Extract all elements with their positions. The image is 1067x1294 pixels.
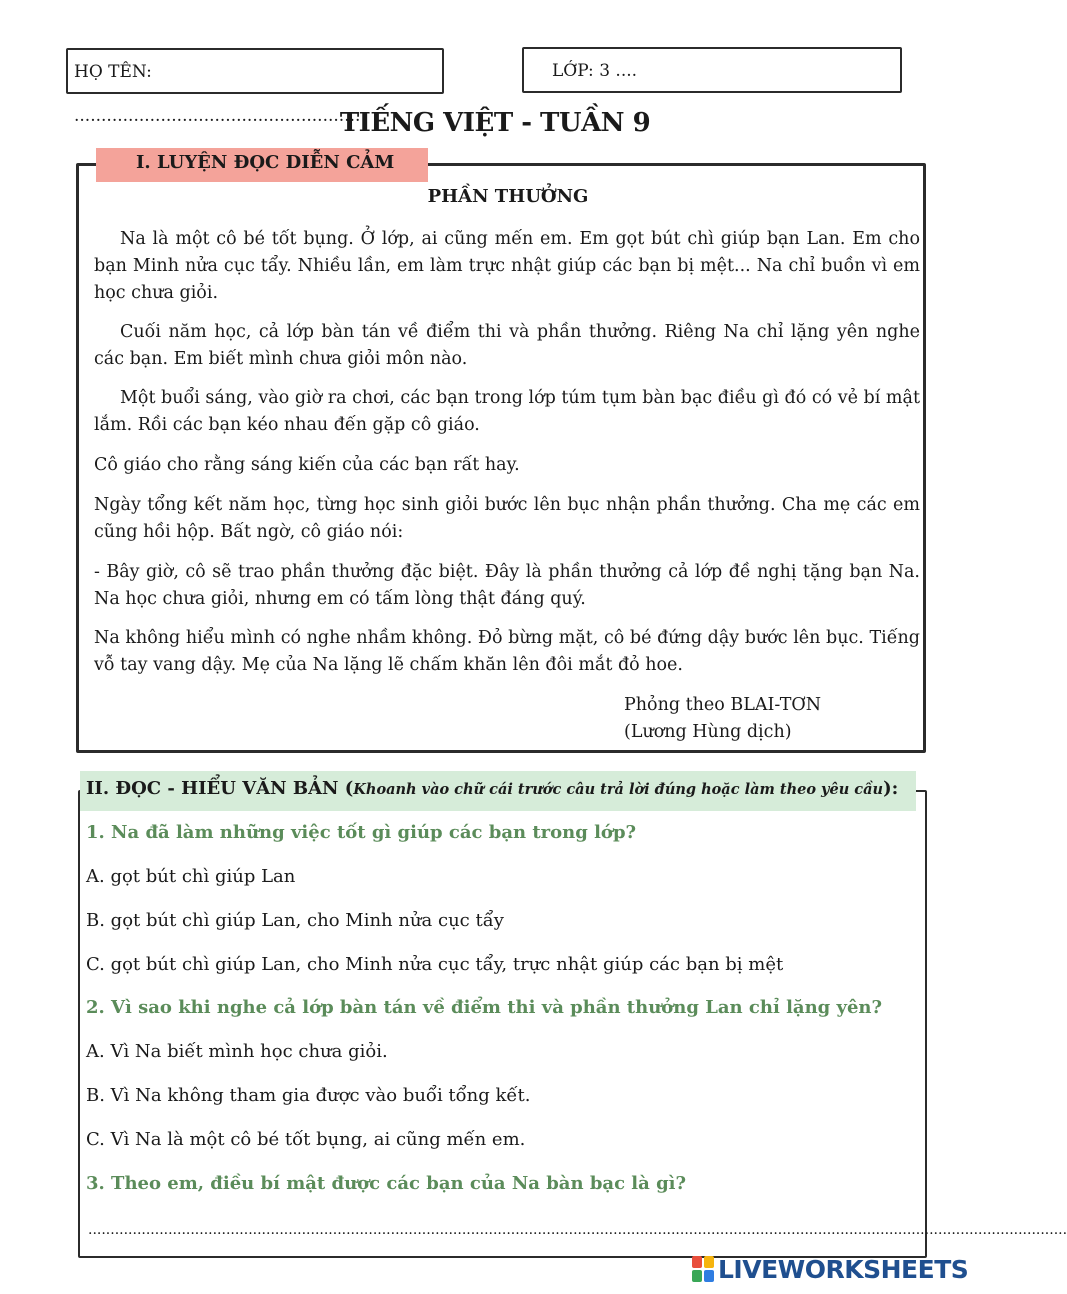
story-paragraph: Na không hiểu mình có nghe nhầm không. Đỏ bừng mặt, cô bé đứng dậy bước lên bục. Tiếng vỗ tay vang dậy. Mẹ của Na lặng lẽ chấm khăn lên đôi mắt đỏ hoe. — [94, 628, 920, 675]
story-paragraph: Na là một cô bé tốt bụng. Ở lớp, ai cũng mến em. Em gọt bút chì giúp bạn Lan. Em cho bạn Minh nửa cục tẩy. Nhiều lần, em làm trực nhật giúp các bạn bị mệt... Na chỉ buồn vì em học chưa giỏi. — [94, 229, 920, 303]
story-paragraph: - Bây giờ, cô sẽ trao phần thưởng đặc biệt. Đây là phần thưởng cả lớp đề nghị tặng bạn Na. Na học chưa giỏi, nhưng em có tấm lòng thật đáng quý. — [94, 562, 920, 609]
section1-heading: I. LUYỆN ĐỌC DIỄN CẢM — [136, 152, 395, 173]
q3-answer-line[interactable]: ............................................................................................................................................................................................................................ — [88, 1222, 1067, 1238]
story-paragraph: Cuối năm học, cả lớp bàn tán về điểm thi và phần thưởng. Riêng Na chỉ lặng yên nghe các bạn. Em biết mình chưa giỏi môn nào. — [94, 322, 920, 369]
q2-option-b[interactable]: B. Vì Na không tham gia được vào buổi tổng kết. — [86, 1085, 531, 1106]
q2-option-a[interactable]: A. Vì Na biết mình học chưa giỏi. — [86, 1041, 388, 1062]
question-1: 1. Na đã làm những việc tốt gì giúp các bạn trong lớp? — [86, 822, 637, 843]
class-field[interactable]: LỚP: 3 .... — [522, 47, 902, 93]
q2-option-c[interactable]: C. Vì Na là một cô bé tốt bụng, ai cũng mến em. — [86, 1129, 526, 1150]
student-name-field[interactable]: HỌ TÊN: ..................................................... — [66, 48, 444, 94]
question-2: 2. Vì sao khi nghe cả lớp bàn tán về điểm thi và phần thưởng Lan chỉ lặng yên? — [86, 997, 883, 1018]
section2-heading: II. ĐỌC - HIỂU VĂN BẢN (Khoanh vào chữ cái trước câu trả lời đúng hoặc làm theo yêu cầu): — [86, 778, 899, 799]
story-paragraph: Một buổi sáng, vào giờ ra chơi, các bạn trong lớp túm tụm bàn bạc điều gì đó có vẻ bí mật lắm. Rồi các bạn kéo nhau đến gặp cô giáo. — [94, 388, 920, 435]
page-title: TIẾNG VIỆT - TUẦN 9 — [339, 108, 651, 138]
logo-text: LIVEWORKSHEETS — [718, 1254, 969, 1284]
liveworksheets-logo — [692, 1254, 968, 1284]
question-3: 3. Theo em, điều bí mật được các bạn của Na bàn bạc là gì? — [86, 1173, 687, 1194]
story-credit-translator: (Lương Hùng dịch) — [624, 722, 792, 742]
story-title: PHẦN THƯỞNG — [427, 186, 589, 207]
story-credit-author: Phỏng theo BLAI-TƠN — [624, 695, 822, 715]
section2-instruction: Khoanh vào chữ cái trước câu trả lời đúng hoặc làm theo yêu cầu — [353, 781, 884, 798]
story-paragraph: Cô giáo cho rằng sáng kiến của các bạn rất hay. — [94, 455, 520, 475]
q1-option-c[interactable]: C. gọt bút chì giúp Lan, cho Minh nửa cục tẩy, trực nhật giúp các bạn bị mệt — [86, 954, 784, 975]
liveworksheets-icon — [692, 1256, 714, 1282]
q1-option-a[interactable]: A. gọt bút chì giúp Lan — [86, 866, 296, 887]
story-paragraph: Ngày tổng kết năm học, từng học sinh giỏi bước lên bục nhận phần thưởng. Cha mẹ các em cũng hồi hộp. Bất ngờ, cô giáo nói: — [94, 495, 920, 542]
q1-option-b[interactable]: B. gọt bút chì giúp Lan, cho Minh nửa cục tẩy — [86, 910, 504, 931]
